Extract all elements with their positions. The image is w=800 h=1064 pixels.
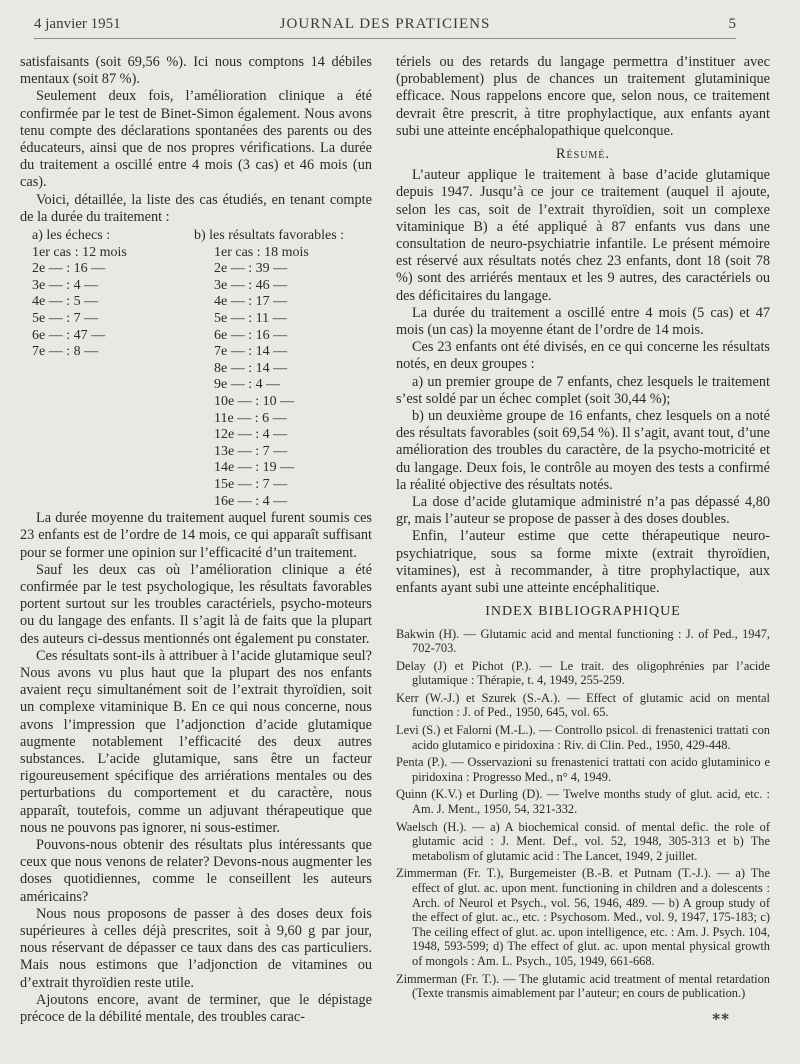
paragraph: La durée moyenne du traitement auquel furent soumis ces 23 enfants est de l’ordre de 14 mois, ce qui apparaît suffisant pour se former une opinion sur l’efficacité d’un traitement. (20, 510, 372, 561)
list-item: 5e — : 7 — (32, 311, 99, 326)
list-failures (20, 228, 170, 510)
list-item: 1er cas : 12 mois (32, 244, 127, 260)
summary-paragraph: b) un deuxième groupe de 16 enfants, chez lesquels on a noté des résultats favorables (soit 69,54 %). Il s’agit, avant tout, d’une amélioration des troubles du caractère, de la psycho-motricité et du langage. Deux fois, le contrôle au moyen des tests a confirmé la réalité objective des résultats notés. (396, 408, 770, 493)
bibliography-entry: Zimmerman (Fr. T.). — The glutamic acid treatment of mental retardation (Texte transmis aimablement par l’auteur; en cours de publication.) (396, 971, 770, 1001)
paragraph: Ajoutons encore, avant de terminer, que le dépistage précoce de la débilité mentale, des troubles carac- (20, 991, 372, 1026)
bibliography-entry: Kerr (W.-J.) et Szurek (S.-A.). — Effect of glutamic acid on mental function : J. of Ped., 1950, 645, vol. 65. (396, 690, 770, 720)
summary-paragraph: Ces 23 enfants ont été divisés, en ce qui concerne les résultats notés, en deux groupes : (396, 339, 770, 373)
page-number: 5 (728, 16, 736, 32)
header-journal-title: JOURNAL DES PRATICIENS (279, 16, 491, 32)
bibliography-entry: Bakwin (H). — Glutamic acid and mental functioning : J. of Ped., 1947, 702-703. (396, 626, 770, 656)
list-item: 8e — : 14 — (214, 360, 288, 376)
list-item: 5e — : 11 — (214, 311, 287, 326)
list-item: 11e — : 6 — (214, 410, 287, 426)
end-mark: ** (712, 1010, 730, 1028)
list-item: 10e — : 10 — (214, 393, 295, 409)
list-item: 7e — : 14 — (214, 344, 288, 360)
list-item: 16e — : 4 — (214, 493, 288, 509)
summary-paragraph: La durée du traitement a oscillé entre 4 mois (5 cas) et 47 mois (un cas) la moyenne étant de l’ordre de 14 mois. (396, 304, 770, 339)
list-item: 4e — : 17 — (214, 294, 288, 310)
list-item: 13e — : 7 — (214, 443, 288, 459)
list-item: 1er cas : 18 mois (214, 244, 309, 260)
paragraph: Nous nous proposons de passer à des doses deux fois supérieures à celles déjà prescrites, soit à 9,60 g par jour, nous réservant de dépasser ce taux dans des cas particuliers. Mais nous estimons que l’adjonction de vitamines ou d’extrait thyroïdien reste utile. (20, 905, 372, 991)
list-item: 4e — : 5 — (32, 294, 99, 310)
list-item: 2e — : 39 — (214, 261, 288, 277)
bibliography-entry: Penta (P.). — Osservazioni su frenastenici trattati con acido glutaminico e piridoxina : Progresso Med., n° 4, 1949. (396, 755, 770, 784)
list-failures-title: a) les échecs : (32, 228, 111, 244)
list-item: 6e — : 47 — (32, 327, 106, 343)
paragraph: tériels ou des retards du langage permettra d’instituer avec (probablement) plus de chances un traitement glutaminique efficace. Nous rappelons encore que, selon nous, ce traitement devrait être prescrit, à titre prophylactique, aux enfants ayant subi une atteinte encéphalopathique quelconque. (396, 54, 770, 139)
bibliography-entry: Quinn (K.V.) et Durling (D). — Twelve months study of glut. acid, etc. : Am. J. Ment., 1950, 54, 321-332. (396, 787, 770, 817)
right-column (396, 54, 770, 1004)
paragraph: Pouvons-nous obtenir des résultats plus intéressants que ceux que nous venons de relater? Devons-nous augmenter les doses quotidiennes, comme le conseillent les auteurs américains? (20, 836, 372, 905)
paragraph: satisfaisants (soit 69,56 %). Ici nous comptons 14 débiles mentaux (soit 87 %). (20, 54, 372, 88)
header-date: 4 janvier 1951 (34, 16, 121, 32)
summary-paragraph: Enfin, l’auteur estime que cette thérapeutique neuro-psychiatrique, sous sa forme mixte (extrait thyroïdien, vitamines), est à recommander, à titre prophylactique, aux enfants ayant subi une atteinte encéphalitique. (396, 528, 770, 597)
bibliography-entry: Levi (S.) et Falorni (M.-L.). — Controllo psicol. di frenastenici trattati con acido glutamico e piridoxina : Riv. di Clin. Ped., 1950, 429-448. (396, 723, 770, 752)
list-item: 7e — : 8 — (32, 344, 99, 360)
bibliography-list (396, 627, 770, 1001)
summary-paragraph: La dose d’acide glutamique administré n’a pas dépassé 4,80 gr, mais l’auteur se propose de passer à des doses doubles. (396, 494, 770, 528)
list-item: 14e — : 19 — (214, 460, 295, 476)
list-item: 9e — : 4 — (214, 377, 281, 393)
case-lists (20, 228, 372, 510)
bibliography-heading: INDEX BIBLIOGRAPHIQUE (485, 604, 681, 620)
list-item: 12e — : 4 — (214, 427, 288, 443)
summary-paragraph: L’auteur applique le traitement à base d’acide glutamique depuis 1947. Jusqu’à ce jour ce traitement (auquel il ajoute, selon les cas, soit de l’extrait thyroïdien, soit un complexe vitaminique B) a été appliqué à 87 enfants vus dans une consultation de neuro-psychiatrie infantile. Le présent mémoire est réservé aux résultats notés chez 23 enfants, dont 18 (soit 78 %) sont des arriérés mentaux et les 9 autres, des caractériels ou des déficitaires du langage. (396, 167, 770, 304)
list-item: 3e — : 46 — (214, 277, 288, 293)
paragraph: Voici, détaillée, la liste des cas étudiés, en tenant compte de la durée du traitement : (20, 191, 372, 225)
bibliography-entry: Zimmerman (Fr. T.), Burgemeister (B.-B. et Putnam (T.-J.). — a) The effect of glut. ac. upon ment. functioning in children and a dolescents : Arch. of Neurol et Psych., vol. 56, 1946, 489. — b) A group study of the effect of glut. ac., etc. : Psychosom. Med., vol. 9, 1947, 175-183; c) The ceiling effect of glut. ac. upon intelligence, etc. : Am. J. Psych. 104, 1948, 593-599; d) The effect of glut. ac. upon mental physical growth of mongols : Am. L. Psych., 105, 1949, 661-668. (396, 866, 770, 968)
bibliography-entry: Delay (J) et Pichot (P.). — Le trait. des oligophrénies par l’acide glutamique : Thérapie, t. 4, 1949, 255-259. (396, 658, 770, 688)
summary-paragraph: a) un premier groupe de 7 enfants, chez lesquels le traitement s’est soldé par un échec complet (soit 30,44 %); (396, 373, 770, 407)
paragraph: Ces résultats sont-ils à attribuer à l’acide glutamique seul? Nous avons vu plus haut que la plupart des nos enfants avaient reçu simultanément soit de l’extrait thyroïdien, soit un complexe vitaminique B. En ce qui nous concerne, nous avons l’impression que l’adjonction d’acide glutamique augmente notablement l’efficacité des deux autres substances. L’acide glutamique, sans être un facteur rigoureusement spécifique des arriérations mentales ou des perturbations du comportement et du caractère, nous apparaît, toutefois, comme un adjuvant thérapeutique que nous ne pouvons pas ignorer, ni sous-estimer. (20, 647, 372, 836)
list-item: 3e — : 4 — (32, 277, 99, 293)
list-item: 15e — : 7 — (214, 476, 288, 492)
running-header (34, 16, 736, 39)
left-column (20, 54, 372, 1026)
list-item: 2e — : 16 — (32, 261, 106, 277)
bibliography-entry: Waelsch (H.). — a) A biochemical consid. of mental defic. the role of glutamic acid : J. Ment. Def., vol. 52, 1948, 305-313 et b) The metabolism of glutamic acid : The Lancet, 1949, 2 juillet. (396, 819, 770, 863)
paragraph: Seulement deux fois, l’amélioration clinique a été confirmée par le test de Binet-Simon également. Nous avons tenu compte des déclarations spontanées des parents ou des éducateurs, ainsi que de nos propres vérifications. La durée du traitement a oscillé entre 4 mois (3 cas) et 46 mois (un cas). (20, 88, 372, 191)
list-item: 6e — : 16 — (214, 327, 288, 343)
summary-heading: Résumé. (555, 146, 610, 163)
list-favorable-title: b) les résultats favorables : (194, 228, 345, 244)
paragraph: Sauf les deux cas où l’amélioration clinique a été confirmée par le test psychologique, les résultats favorables portent surtout sur les troubles caractériels, psycho-moteurs ou du langage des enfants. Il s’agit là de faits que la plupart des auteurs ci-dessus mentionnés ont également pu constater. (20, 561, 372, 647)
list-favorable (170, 228, 372, 510)
